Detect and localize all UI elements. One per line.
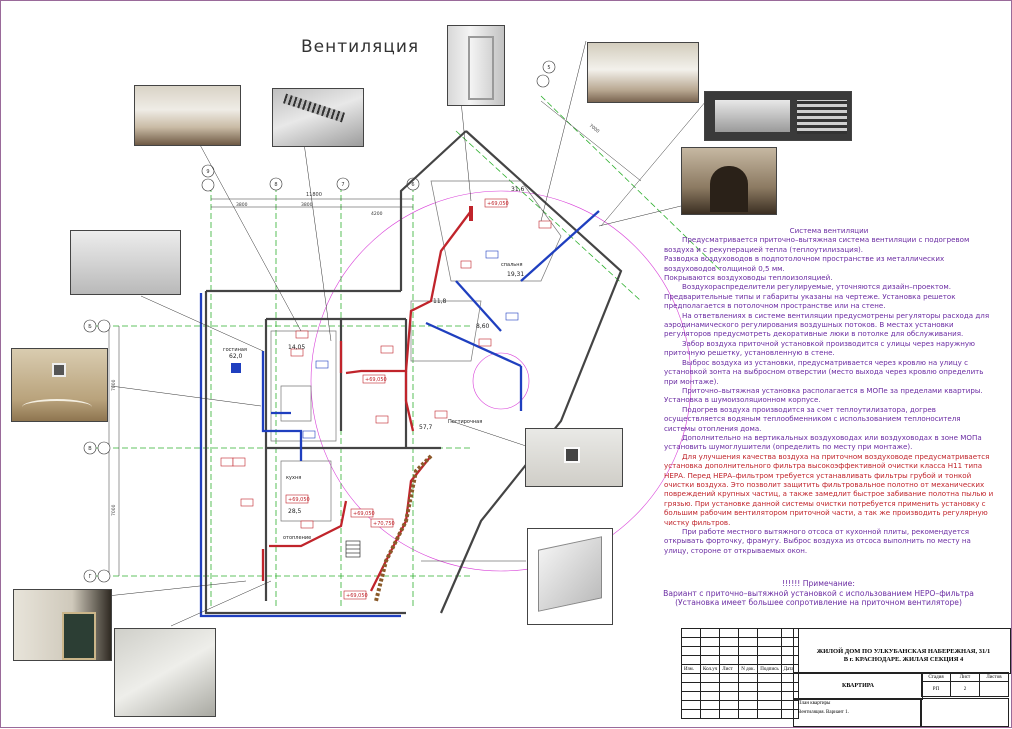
axis-label-g: Г (88, 574, 92, 580)
dim-7000-v2: 7000 (112, 504, 117, 516)
note-11: Для улучшения качества воздуха на приточном воздуховоде предусматривается установка дополнительного фильтра высокоэффективной очистки класса Н11 типа НЕРА. Перед НЕРА–фильтром требуется устанавливать фильтры грубой и тонкой очистки воздуха. Это позволит защитить фильтровальное полотно от механических повреждений крупных частиц, а также замедлит быстрое забивание полотна пылью и грязью. При установке данной системы очистки потребуется применить установку с большим рабочим вентилятором приточной части, а так же производить регулярную чистку фильтров. (664, 451, 994, 527)
note-10: Дополнительно на вертикальных воздуховодах или воздуховодах в зоне МОПа установить шумоглушители (определить по месту при монтаже). (664, 432, 982, 452)
room-otoplenie: отопление (283, 535, 312, 541)
remark-title: !!!!!! Примечание: (782, 579, 855, 588)
sheet-name: КВАРТИРА (793, 672, 923, 700)
rev-h-list: Лист (720, 665, 739, 674)
room-spalnya: спальня (501, 262, 523, 268)
area-7: 28,5 (288, 508, 302, 515)
photo-ceiling-spot (525, 428, 623, 487)
dim-11800: 11800 (306, 192, 322, 198)
rev-h-ndok: N док. (739, 665, 758, 674)
photo-spot-light (11, 348, 108, 422)
stage-v: РП (922, 682, 951, 697)
marker-3: +69,050 (288, 497, 310, 503)
axis-label-v: В (88, 446, 92, 452)
note-7: Выброс воздуха из установки, предусматривается через кровлю на улицу с установкой зонта на выбросном отверстии (место выхода через кровлю определить при монтаже). (664, 357, 984, 386)
room-kukhnya: кухня (286, 475, 302, 481)
photo-bedroom (134, 85, 241, 146)
rev-h-izm: Изм. (682, 665, 701, 674)
marker-2: +69,050 (365, 377, 387, 383)
axis-label-5: 5 (547, 65, 551, 71)
area-6: 57,7 (419, 424, 433, 431)
photo-ceiling-molding (114, 628, 216, 717)
stage-h: Стадия (922, 673, 951, 682)
marker-5: +69,050 (346, 593, 368, 599)
dim-4200: 4200 (371, 212, 383, 217)
room-postiral: Постирочная (448, 419, 483, 425)
stage-table (921, 672, 1009, 697)
exhaust-ducts (263, 211, 471, 591)
photo-living-ceiling (70, 230, 181, 295)
axis-label-9: 9 (206, 169, 210, 175)
area-1: 62,0 (229, 353, 243, 360)
rev-h-podp: Подпись (758, 665, 781, 674)
object-location: В г. КРАСНОДАРЕ. ЖИЛАЯ СЕКЦИЯ 4 (843, 656, 964, 663)
sheet-title: Вентиляция (301, 37, 420, 57)
dim-7000-v1: 7000 (112, 379, 117, 391)
remark-block (646, 579, 991, 608)
area-8: 31,6 (511, 186, 525, 193)
dimension-lines (109, 101, 641, 576)
list-v: 2 (951, 682, 980, 697)
lists-v (980, 682, 1009, 697)
lists-h: Листов (980, 673, 1009, 682)
dim-3800b: 3800 (301, 203, 313, 208)
rev-h-data: Дата (781, 665, 798, 674)
object-title (796, 648, 1011, 664)
variant-caption: Вентиляция. Вариант 1. (798, 710, 849, 715)
dim-7000-diag: 7000 (587, 123, 600, 135)
photo-ceiling-grille (272, 88, 364, 147)
ventilation-notes (664, 226, 994, 555)
supply-unit-icon (231, 363, 241, 373)
note-9: Подогрев воздуха производится за счет теплоутилизатора, догрев осуществляется водяным теплообменником с использованием теплоносителя системы отопления дома. (664, 404, 961, 433)
list-h: Лист (951, 673, 980, 682)
axis-label-6: 6 (411, 182, 415, 188)
area-4: 11,8 (433, 298, 447, 305)
note-8: Приточно–вытяжная установка располагается в МОПе за пределами квартиры. Установка в шумоизоляционном корпусе. (664, 385, 983, 405)
empty-cell (921, 698, 1009, 727)
axis-label-8: 8 (274, 182, 278, 188)
remark-text: Вариант с приточно–вытяжной установкой с использованием НЕРО–фильтра (Установка имеет большее сопротивление на приточном вентиляторе) (663, 588, 974, 607)
marker-1: +69,050 (487, 201, 509, 207)
area-3: 19,31 (507, 271, 525, 278)
note-5: На ответвлениях в системе вентиляции предусмотрены регуляторы расхода для аэродинамического регулирования воздушных потоков. В местах установки регуляторов предусмотреть декоративные люки в потолке для обслуживания. (664, 310, 990, 339)
photo-ventilation-unit (527, 528, 613, 625)
note-2: Разводка воздуховодов в подпотолочном пространстве из металлических воздуховодов толщиной 0,5 мм. (664, 254, 945, 273)
photo-arch (681, 147, 777, 215)
title-block (681, 628, 1011, 728)
note-1: Предусматривается приточно–вытяжная система вентиляции с подогревом воздуха и с рекуперацией тепла (теплоутилизация). (664, 235, 970, 254)
note-6: Забор воздуха приточной установкой производится с улицы через наружную приточную решетку, установленную в стене. (664, 338, 976, 358)
revision-table (681, 628, 799, 719)
axis-label-b: Б (88, 324, 92, 330)
photo-display-cabinet (13, 589, 112, 661)
marker-6: +70,750 (373, 521, 395, 527)
note-12: При работе местного вытяжного отсоса от кухонной плиты, рекомендуется открывать форточку, фрамугу. Выброс воздуха из отсоса выполнить по месту на улицу, стороне от открываемых окон. (664, 527, 971, 555)
note-3: Покрываются воздуховоды теплоизоляцией. (664, 273, 833, 283)
stair-block (346, 541, 360, 557)
rev-h-kol: Кол.уч (701, 665, 720, 674)
plan-caption-cell (793, 698, 921, 727)
object-name: ЖИЛОЙ ДОМ ПО УЛ.КУБАНСКАЯ НАБЕРЕЖНАЯ, 31/1 (816, 648, 991, 655)
area-2: 14,05 (288, 344, 306, 351)
notes-title: Система вентиляции (789, 226, 869, 235)
dim-3800a: 3800 (236, 203, 248, 208)
photo-wall-panel (447, 25, 505, 106)
room-gostinaya: гостиная (223, 347, 247, 353)
note-4: Воздухораспределители регулируемые, уточняются дизайн–проектом. Предварительные типы и габариты указаны на чертеже. Установка решеток предполагается в потолочном пространстве или на стене. (664, 282, 956, 311)
photo-linear-diffuser (704, 91, 852, 141)
area-5: 8,60 (476, 323, 490, 330)
photo-bedroom-2 (587, 42, 699, 103)
kitchen-exhaust-riser (376, 456, 431, 601)
axis-label-7: 7 (341, 182, 345, 188)
marker-4: +69,050 (353, 511, 375, 517)
room-areas (229, 186, 525, 515)
plan-caption: План квартиры (798, 701, 831, 706)
